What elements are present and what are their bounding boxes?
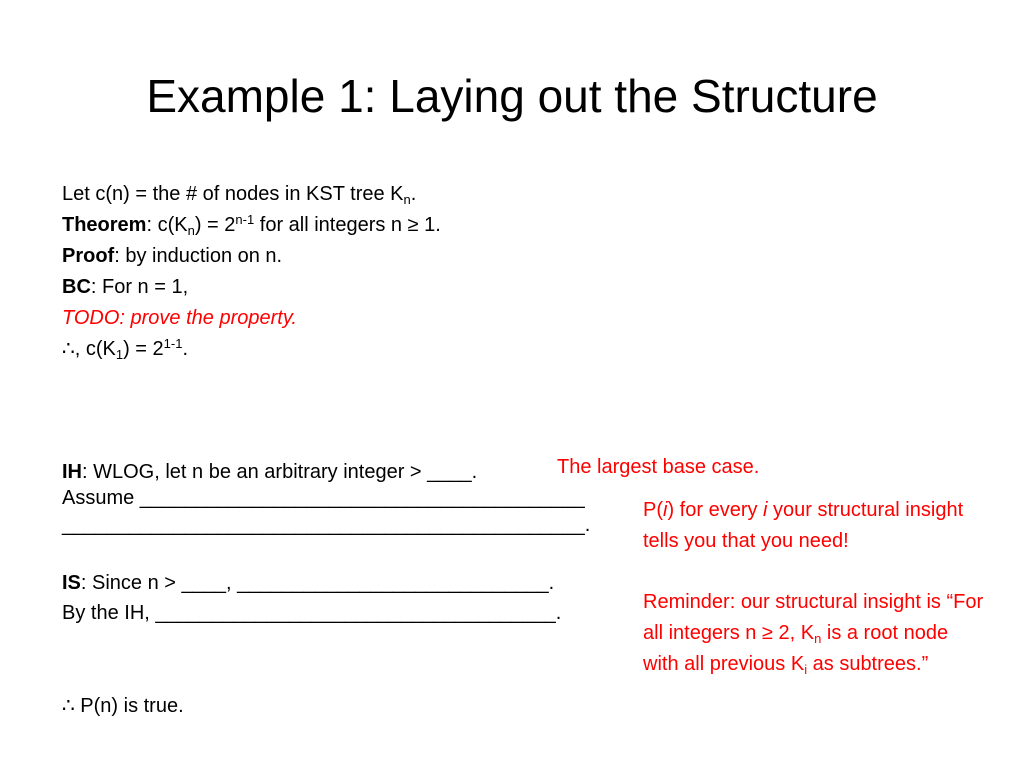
- theorem-label: Theorem: [62, 214, 147, 236]
- base-case-line: BC: For n = 1,: [62, 276, 189, 298]
- p-i-note: P(i) for every i your structural insight tells you that you need!: [643, 499, 964, 552]
- assume-line: Assume ________________________________________: [62, 487, 585, 509]
- definition-line: Let c(n) = the # of nodes in KST tree $K_n$.: [62, 183, 417, 207]
- slide-title: Example 1: Laying out the Structure: [146, 70, 878, 122]
- theorem-line: Theorem: $c(K_n) = 2^{n-1}$ for all integers n ≥ 1.: [62, 212, 441, 238]
- by-ih-line: By the IH, ____________________________________.: [62, 602, 562, 624]
- assume-continuation-line: _______________________________________________.: [62, 514, 591, 536]
- is-label: IS: [62, 572, 81, 594]
- todo-line: TODO: prove the property.: [62, 307, 297, 329]
- largest-base-case-note: The largest base case.: [557, 456, 760, 478]
- inductive-hypothesis-line: IH: WLOG, let n be an arbitrary integer > ____.: [62, 461, 478, 483]
- proof-line: Proof: by induction on n.: [62, 245, 283, 267]
- conclusion-line: ∴ P(n) is true.: [62, 695, 184, 717]
- bc-label: BC: [62, 276, 91, 298]
- reminder-note: Reminder: our structural insight is “For all integers n ≥ 2, $K_n$ is a root node with all previous $K_i$ as subtrees.”: [643, 591, 984, 677]
- base-case-conclusion: ∴, $c(K_1) = 2^{1-1}$.: [62, 336, 189, 362]
- ih-label: IH: [62, 461, 82, 483]
- proof-label: Proof: [62, 245, 115, 267]
- inductive-step-line: IS: Since n > ____, ____________________________.: [62, 572, 555, 594]
